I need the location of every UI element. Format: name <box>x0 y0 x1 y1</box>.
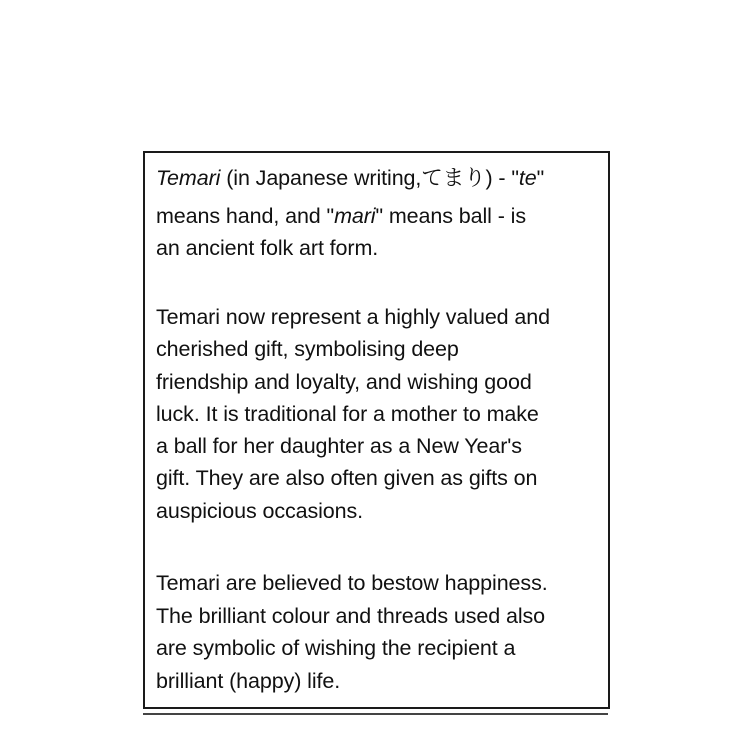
intro-line-3: an ancient folk art form. <box>156 236 379 260</box>
gift-line: gift. They are also often given as gifts on <box>156 466 538 491</box>
intro-line-2 <box>156 200 606 232</box>
happiness-line: The brilliant colour and threads used also <box>156 603 546 628</box>
japanese-writing: てまり <box>421 166 486 190</box>
intro-text-a: (in Japanese writing, <box>220 166 422 190</box>
intro-line2-text-b: " means ball - is <box>375 204 526 228</box>
happiness-line: brilliant (happy) life. <box>156 668 341 693</box>
gift-line: auspicious occasions. <box>156 498 364 523</box>
gift-line: luck. It is traditional for a mother to make <box>156 401 539 426</box>
happiness-paragraph <box>156 567 606 697</box>
term-te: te <box>518 166 537 190</box>
intro-line-1 <box>156 162 606 194</box>
term-temari: Temari <box>156 166 221 190</box>
gift-paragraph <box>156 301 606 527</box>
gift-line: cherished gift, symbolising deep <box>156 337 459 362</box>
happiness-line: are symbolic of wishing the recipient a <box>156 636 516 660</box>
term-mari: mari <box>334 204 376 228</box>
intro-text-c: " <box>536 166 545 190</box>
happiness-line: Temari are believed to bestow happiness. <box>156 571 548 595</box>
gift-line: friendship and loyalty, and wishing good <box>156 369 532 394</box>
intro-text-b: ) - " <box>485 166 519 190</box>
temari-info-card <box>143 151 610 709</box>
intro-paragraph <box>156 162 606 264</box>
card-bottom-rule <box>143 713 608 715</box>
intro-line2-text-a: means hand, and " <box>156 204 335 228</box>
gift-line: Temari now represent a highly valued and <box>156 305 550 329</box>
gift-line: a ball for her daughter as a New Year's <box>156 434 522 459</box>
